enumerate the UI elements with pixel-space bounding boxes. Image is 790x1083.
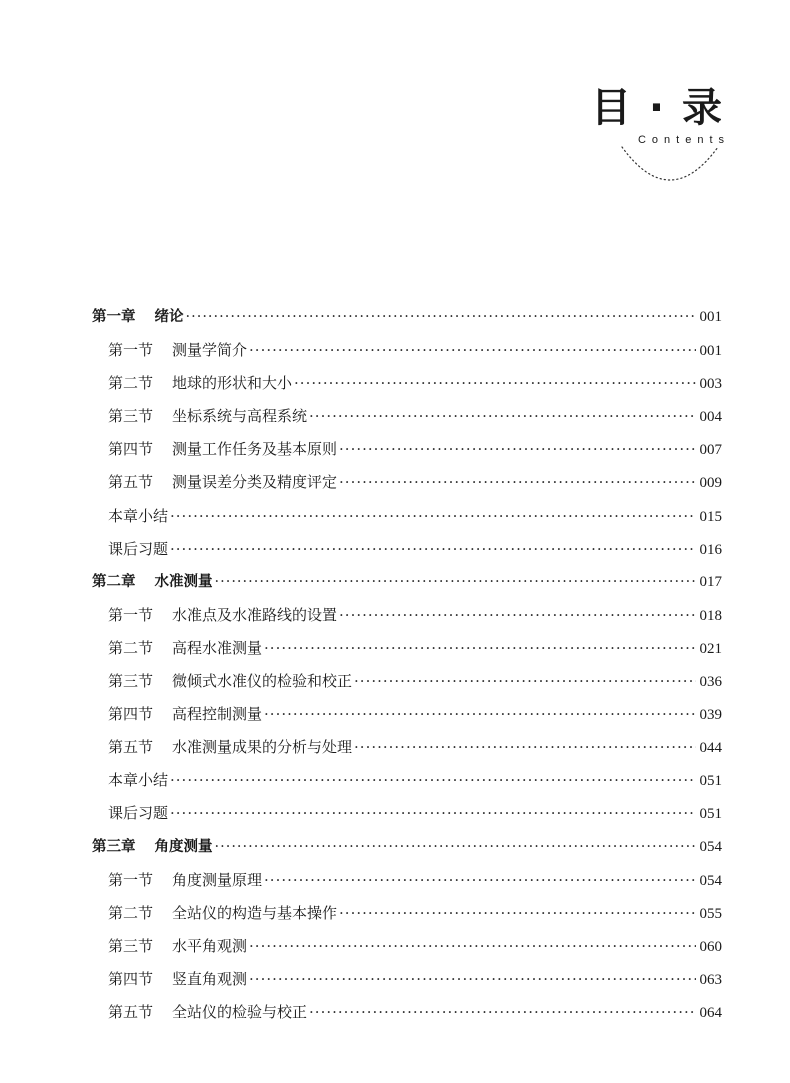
toc-dot-leader — [186, 301, 696, 334]
toc-entry-number: 第一节 — [108, 341, 154, 360]
toc-page-number: 051 — [699, 773, 722, 790]
toc-entry-label — [108, 433, 337, 466]
toc-entry-label — [108, 963, 247, 996]
toc-page-number: 021 — [699, 640, 722, 657]
toc-entry-title: 测量学简介 — [172, 341, 248, 360]
table-of-contents — [92, 301, 722, 1029]
toc-chapter-row[interactable] — [92, 566, 722, 599]
toc-section-row[interactable] — [92, 334, 722, 367]
toc-dot-leader — [170, 533, 695, 566]
toc-entry-label — [92, 566, 213, 599]
toc-entry-number: 第一节 — [108, 605, 154, 624]
toc-entry-label — [92, 301, 184, 334]
toc-entry-label — [108, 334, 247, 367]
toc-entry-label — [108, 897, 337, 930]
toc-entry-number: 第五节 — [108, 473, 154, 492]
toc-page-number: 016 — [699, 541, 722, 558]
toc-dot-leader — [339, 599, 695, 632]
toc-dot-leader — [354, 731, 695, 764]
toc-section-row[interactable] — [92, 466, 722, 499]
toc-entry-title: 竖直角观测 — [172, 969, 248, 988]
toc-chapter-row[interactable] — [92, 831, 722, 864]
toc-entry-title: 角度测量原理 — [172, 870, 263, 889]
toc-entry-title: 坐标系统与高程系统 — [172, 407, 308, 426]
toc-entry-label — [108, 500, 168, 533]
toc-entry-label — [108, 930, 247, 963]
toc-section-row[interactable] — [92, 367, 722, 400]
toc-entry-title: 本章小结 — [108, 506, 169, 525]
toc-section-row[interactable] — [92, 665, 722, 698]
toc-entry-label — [108, 632, 262, 665]
toc-entry-number: 第三节 — [108, 407, 154, 426]
toc-dot-leader — [339, 466, 695, 499]
toc-entry-title: 水平角观测 — [172, 936, 248, 955]
toc-page-number: 001 — [699, 343, 722, 360]
toc-entry-title: 课后习题 — [108, 539, 169, 558]
toc-section-row[interactable] — [92, 930, 722, 963]
toc-entry-title: 测量误差分类及精度评定 — [172, 473, 338, 492]
toc-entry-label — [108, 367, 292, 400]
toc-entry-number: 第一节 — [108, 870, 154, 889]
toc-section-row[interactable] — [92, 963, 722, 996]
toc-dot-leader — [354, 665, 695, 698]
toc-section-row[interactable] — [92, 500, 722, 533]
toc-entry-label — [108, 797, 168, 830]
toc-entry-label — [108, 996, 307, 1029]
toc-entry-number: 第四节 — [108, 969, 154, 988]
toc-entry-title: 全站仪的检验与校正 — [172, 1002, 308, 1021]
toc-page-number: 017 — [699, 573, 722, 590]
toc-page-number: 036 — [699, 674, 722, 691]
toc-dot-leader — [170, 764, 695, 797]
toc-entry-title: 高程水准测量 — [172, 638, 263, 657]
toc-entry-number: 第五节 — [108, 738, 154, 757]
toc-page-number: 060 — [699, 938, 722, 955]
toc-dot-leader — [249, 930, 695, 963]
toc-entry-number: 第二节 — [108, 638, 154, 657]
toc-dot-leader — [264, 698, 695, 731]
toc-page-number: 064 — [699, 1004, 722, 1021]
toc-dot-leader — [264, 864, 695, 897]
toc-entry-title: 地球的形状和大小 — [172, 374, 293, 393]
toc-entry-number: 第二节 — [108, 374, 154, 393]
page-title: 目 · 录 — [590, 85, 724, 131]
toc-entry-label — [108, 864, 262, 897]
toc-entry-label — [108, 533, 168, 566]
toc-entry-label — [108, 466, 337, 499]
toc-entry-label — [108, 764, 168, 797]
toc-section-row[interactable] — [92, 533, 722, 566]
toc-entry-title: 测量工作任务及基本原则 — [172, 440, 338, 459]
toc-entry-number: 第三章 — [92, 838, 136, 855]
toc-dot-leader — [249, 963, 695, 996]
toc-page-number: 039 — [699, 707, 722, 724]
toc-entry-title: 本章小结 — [108, 771, 169, 790]
toc-chapter-row[interactable] — [92, 301, 722, 334]
toc-section-row[interactable] — [92, 698, 722, 731]
toc-page-number: 054 — [699, 838, 722, 855]
toc-entry-number: 第四节 — [108, 705, 154, 724]
toc-section-row[interactable] — [92, 400, 722, 433]
page-subtitle: Contents — [637, 134, 730, 146]
toc-page-number: 054 — [699, 872, 722, 889]
toc-section-row[interactable] — [92, 731, 722, 764]
toc-dot-leader — [170, 500, 695, 533]
toc-page-number: 003 — [699, 376, 722, 393]
toc-dot-leader — [339, 897, 695, 930]
toc-dot-leader — [215, 831, 696, 864]
toc-dot-leader — [264, 632, 695, 665]
toc-entry-title: 绪论 — [154, 309, 184, 325]
toc-section-row[interactable] — [92, 996, 722, 1029]
toc-dot-leader — [215, 566, 696, 599]
toc-entry-number: 第二节 — [108, 903, 154, 922]
toc-entry-title: 课后习题 — [108, 804, 169, 823]
toc-dot-leader — [294, 367, 695, 400]
toc-entry-label — [92, 831, 213, 864]
toc-dot-leader — [309, 400, 695, 433]
toc-page-number: 055 — [699, 905, 722, 922]
toc-dot-leader — [309, 996, 695, 1029]
toc-entry-title: 水准测量成果的分析与处理 — [172, 738, 353, 757]
toc-dot-leader — [249, 334, 695, 367]
toc-section-row[interactable] — [92, 864, 722, 897]
toc-entry-label — [108, 665, 352, 698]
toc-entry-label — [108, 698, 262, 731]
toc-entry-title: 角度测量 — [154, 838, 213, 855]
toc-entry-title: 高程控制测量 — [172, 705, 263, 724]
toc-dot-leader — [170, 797, 695, 830]
toc-section-row[interactable] — [92, 764, 722, 797]
toc-entry-number: 第四节 — [108, 440, 154, 459]
toc-entry-label — [108, 400, 307, 433]
toc-section-row[interactable] — [92, 897, 722, 930]
toc-entry-number: 第一章 — [92, 309, 136, 325]
toc-page-number: 009 — [699, 475, 722, 492]
toc-page-number: 004 — [699, 409, 722, 426]
toc-section-row[interactable] — [92, 599, 722, 632]
toc-entry-title: 全站仪的构造与基本操作 — [172, 903, 338, 922]
toc-entry-label — [108, 599, 337, 632]
toc-entry-number: 第三节 — [108, 936, 154, 955]
toc-entry-title: 水准点及水准路线的设置 — [172, 605, 338, 624]
toc-section-row[interactable] — [92, 433, 722, 466]
toc-page-number: 018 — [699, 607, 722, 624]
toc-entry-number: 第五节 — [108, 1002, 154, 1021]
toc-entry-label — [108, 731, 352, 764]
toc-page-number: 007 — [699, 442, 722, 459]
toc-entry-title: 水准测量 — [154, 573, 213, 590]
toc-entry-number: 第三节 — [108, 672, 154, 691]
toc-section-row[interactable] — [92, 632, 722, 665]
contents-heading — [590, 84, 730, 146]
toc-dot-leader — [339, 433, 695, 466]
toc-page-number: 051 — [699, 806, 722, 823]
toc-entry-title: 微倾式水准仪的检验和校正 — [172, 672, 353, 691]
toc-page-number: 063 — [699, 971, 722, 988]
toc-page-number: 044 — [699, 740, 722, 757]
toc-page-number: 001 — [699, 309, 722, 325]
toc-section-row[interactable] — [92, 797, 722, 830]
toc-entry-number: 第二章 — [92, 573, 136, 590]
toc-page-number: 015 — [699, 508, 722, 525]
dotted-arc-ornament — [620, 145, 720, 187]
